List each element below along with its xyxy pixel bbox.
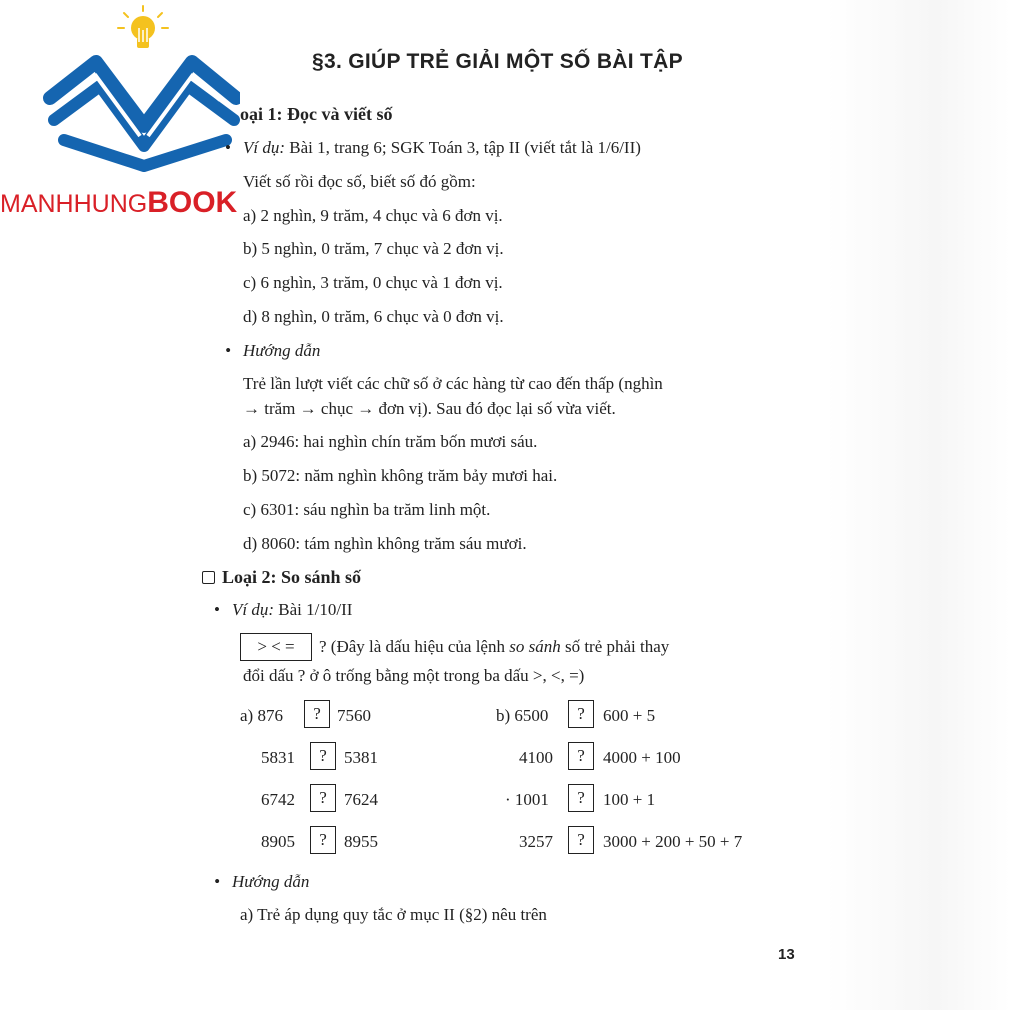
right-row-1-left: b) 6500: [496, 706, 549, 725]
left-row-3-right: 7624: [344, 790, 378, 809]
explain-italic: so sánh: [509, 637, 561, 656]
section1-item-d: d) 8 nghìn, 0 trăm, 6 chục và 0 đơn vị.: [243, 307, 504, 326]
brand-name-bold: BOOK: [147, 186, 238, 219]
section1-item-b: b) 5 nghìn, 0 trăm, 7 chục và 2 đơn vị.: [243, 239, 504, 258]
section2-guide-label: • Hướng dẫn: [232, 871, 309, 893]
right-row-2-right: 4000 + 100: [603, 748, 681, 767]
left-row-1-left: a) 876: [240, 706, 283, 725]
answer-box: ?: [310, 784, 336, 812]
section2-heading: Loại 2: So sánh số: [222, 567, 362, 587]
section1-answer-a: a) 2946: hai nghìn chín trăm bốn mươi sáu.: [243, 432, 538, 451]
explain-pre: ? (Đây là dấu hiệu của lệnh: [319, 637, 505, 656]
section2-explain: [319, 636, 669, 658]
right-row-3-left: · 1001: [505, 790, 549, 809]
lightbulb-icon: [118, 6, 168, 48]
answer-box: ?: [310, 742, 336, 770]
section2-example: [232, 599, 352, 621]
section1-answer-b: b) 5072: năm nghìn không trăm bảy mươi hai.: [243, 466, 558, 485]
right-row-1-right: 600 + 5: [603, 706, 656, 725]
answer-box: ?: [568, 826, 594, 854]
compare-signs-box: > < =: [240, 633, 312, 661]
section1-item-a: a) 2 nghìn, 9 trăm, 4 chục và 6 đơn vị.: [243, 206, 503, 225]
section1-guide-label: • Hướng dẫn: [243, 340, 320, 362]
answer-box: ?: [304, 700, 330, 728]
section1-example: [243, 137, 641, 159]
example-label: Ví dụ:: [243, 138, 286, 157]
left-row-4-right: 8955: [344, 832, 378, 851]
page-number: 13: [778, 946, 795, 963]
right-row-3-right: 100 + 1: [603, 790, 656, 809]
section2-explain-line2: đổi dấu ? ở ô trống bằng một trong ba dấu >, <, =): [243, 666, 585, 685]
example-text: Bài 1/10/II: [278, 600, 353, 619]
section1-answer-d: d) 8060: tám nghìn không trăm sáu mươi.: [243, 534, 527, 553]
checkbox-square-icon: [202, 571, 215, 584]
section1-task: Viết số rồi đọc số, biết số đó gồm:: [243, 172, 476, 191]
explain-post: số trẻ phải thay: [564, 637, 670, 656]
section1-answer-c: c) 6301: sáu nghìn ba trăm linh một.: [243, 500, 491, 519]
section1-guide-line2: → trăm → chục → đơn vị). Sau đó đọc lại số vừa viết.: [243, 399, 616, 418]
book-logo-icon: [40, 0, 240, 180]
right-row-4-right: 3000 + 200 + 50 + 7: [603, 832, 743, 851]
example-text: Bài 1, trang 6; SGK Toán 3, tập II (viết tắt là 1/6/II): [289, 138, 641, 157]
left-row-3-left: 6742: [261, 790, 295, 809]
left-row-2-left: 5831: [261, 748, 295, 767]
left-row-2-right: 5381: [344, 748, 378, 767]
section1-heading: oại 1: Đọc và viết số: [240, 104, 393, 124]
brand-name: MANHHUNG: [0, 190, 148, 218]
answer-box: ?: [310, 826, 336, 854]
left-row-1-right: 7560: [337, 706, 371, 725]
left-row-4-left: 8905: [261, 832, 295, 851]
right-row-2-left: 4100: [519, 748, 553, 767]
answer-box: ?: [568, 742, 594, 770]
answer-box: ?: [568, 700, 594, 728]
brand-watermark: [0, 186, 237, 220]
section1-guide-line1: Trẻ lần lượt viết các chữ số ở các hàng từ cao đến thấp (nghìn: [243, 374, 663, 393]
answer-box: ?: [568, 784, 594, 812]
right-row-4-left: 3257: [519, 832, 553, 851]
page-title: §3. GIÚP TRẺ GIẢI MỘT SỐ BÀI TẬP: [312, 50, 683, 73]
section2-guide-a: a) Trẻ áp dụng quy tắc ở mục II (§2) nêu trên: [240, 905, 547, 924]
example-label: Ví dụ:: [232, 600, 275, 619]
section1-item-c: c) 6 nghìn, 3 trăm, 0 chục và 1 đơn vị.: [243, 273, 503, 292]
